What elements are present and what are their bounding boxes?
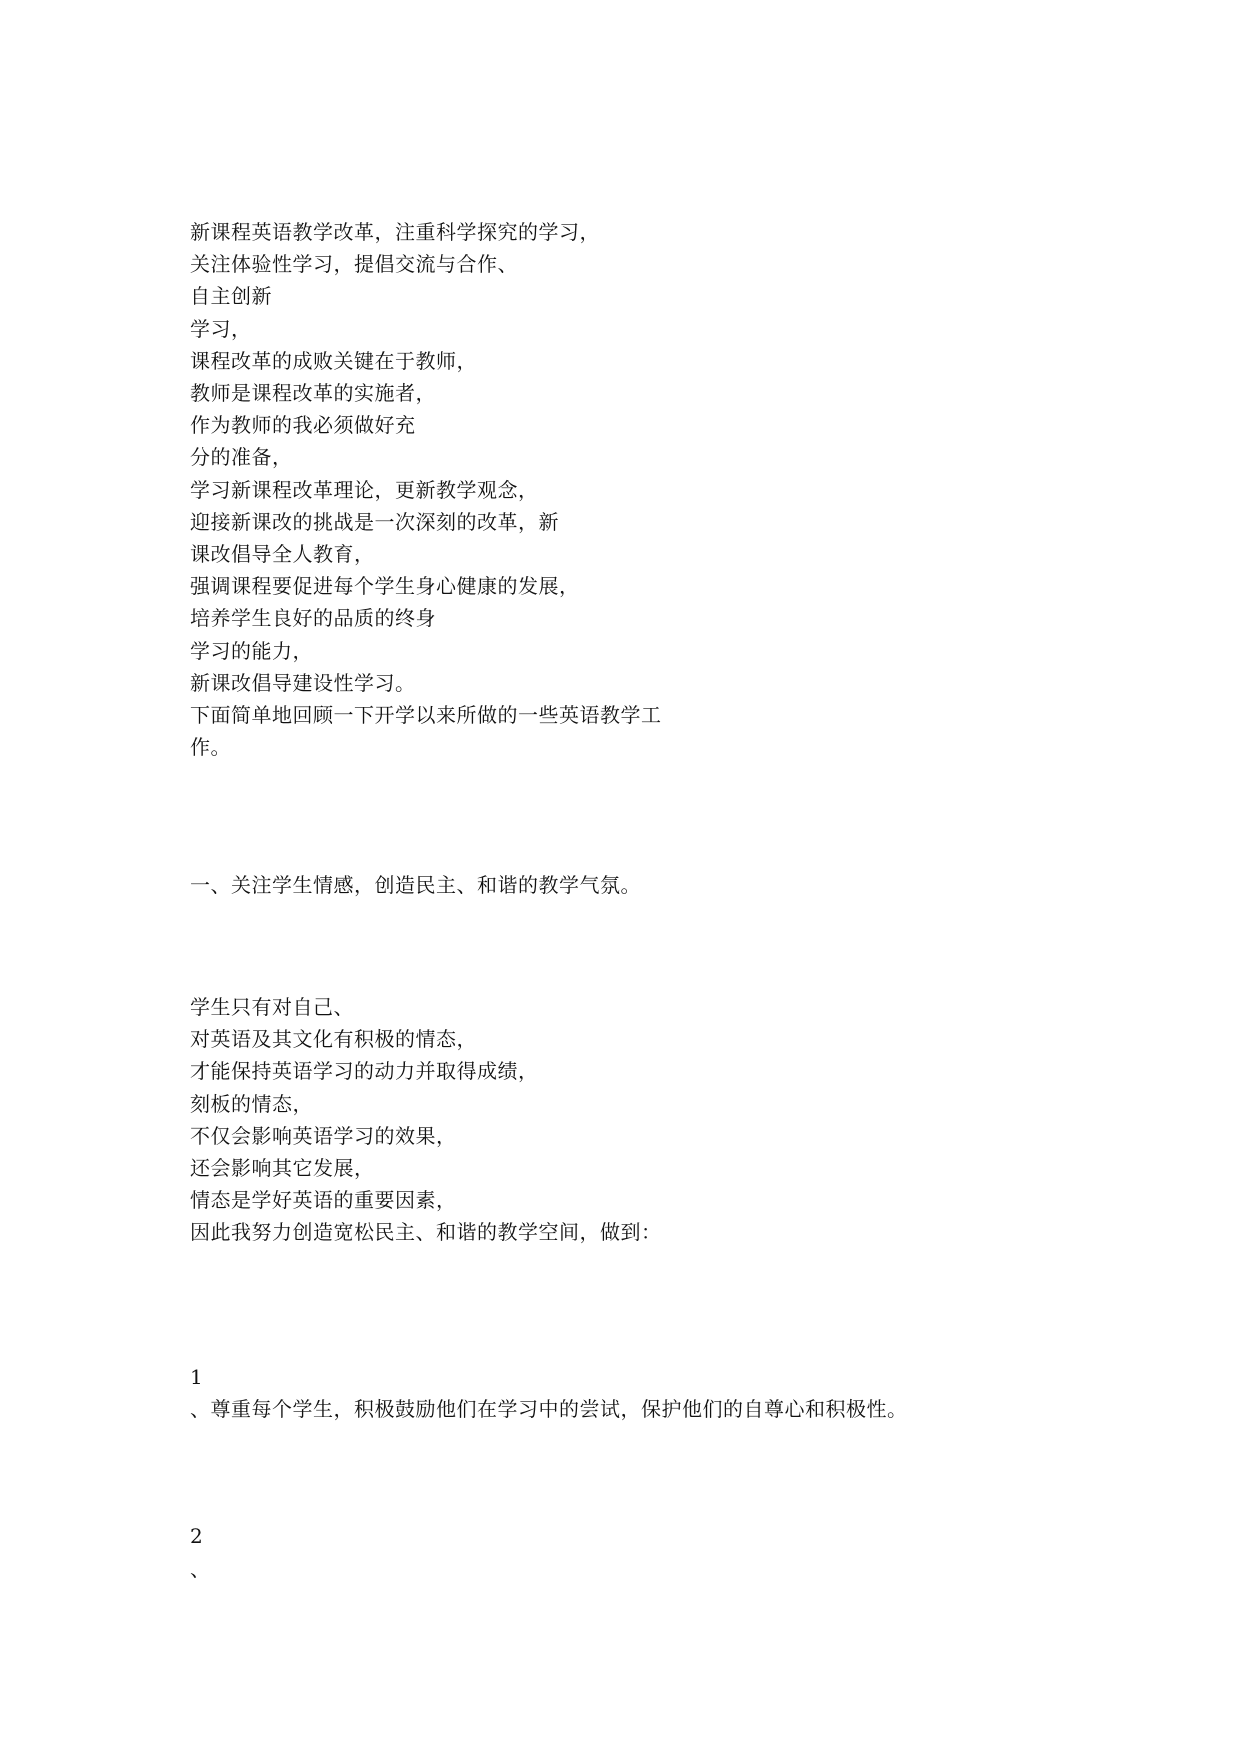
paragraph-line: 新课程英语教学改革，注重科学探究的学习， xyxy=(190,220,600,244)
paragraph-line: 刻板的情态， xyxy=(190,1091,313,1116)
paragraph-line: 课改倡导全人教育， xyxy=(190,542,375,567)
paragraph-line: 自主创新 xyxy=(190,284,272,309)
section-paragraph xyxy=(190,991,662,1249)
paragraph-line: 学习的能力， xyxy=(190,638,313,663)
paragraph-line: 学生只有对自己、 xyxy=(190,995,354,1019)
paragraph-line: 不仅会影响英语学习的效果， xyxy=(190,1123,457,1148)
paragraph-line: 教师是课程改革的实施者， xyxy=(190,381,436,406)
paragraph-line: 情态是学好英语的重要因素， xyxy=(190,1188,457,1213)
paragraph-line: 才能保持英语学习的动力并取得成绩， xyxy=(190,1059,539,1084)
paragraph-line: 课程改革的成败关键在于教师， xyxy=(190,348,477,373)
paragraph-line: 关注体验性学习，提倡交流与合作、 xyxy=(190,252,518,277)
paragraph-line: 下面简单地回顾一下开学以来所做的一些英语教学工 xyxy=(190,703,662,728)
list-item-text: 、尊重每个学生，积极鼓励他们在学习中的尝试，保护他们的自尊心和积极性。 xyxy=(190,1397,908,1421)
paragraph-line: 学习新课程改革理论，更新教学观念， xyxy=(190,477,539,502)
list-item xyxy=(190,1393,908,1425)
paragraph-line: 分的准备， xyxy=(190,445,293,470)
paragraph-line: 还会影响其它发展， xyxy=(190,1156,375,1181)
paragraph-line: 强调课程要促进每个学生身心健康的发展， xyxy=(190,574,580,599)
intro-paragraph xyxy=(190,216,662,763)
paragraph-line: 作。 xyxy=(190,735,231,760)
paragraph-line: 因此我努力创造宽松民主、和谐的教学空间，做到： xyxy=(190,1220,662,1245)
list-item-text: 、 xyxy=(190,1557,211,1581)
paragraph-line: 新课改倡导建设性学习。 xyxy=(190,670,416,695)
paragraph-line: 对英语及其文化有积极的情态， xyxy=(190,1027,477,1052)
paragraph-line: 作为教师的我必须做好充 xyxy=(190,413,416,438)
list-item-number-text: 1 xyxy=(190,1365,204,1389)
paragraph-line: 迎接新课改的挑战是一次深刻的改革，新 xyxy=(190,509,559,534)
list-item-number xyxy=(190,1361,203,1393)
list-item xyxy=(190,1553,211,1585)
section-heading xyxy=(190,869,641,901)
paragraph-line: 学习， xyxy=(190,316,252,341)
list-item-number xyxy=(190,1520,203,1552)
paragraph-line: 培养学生良好的品质的终身 xyxy=(190,606,436,631)
section-heading-text: 一、关注学生情感，创造民主、和谐的教学气氛。 xyxy=(190,873,641,897)
list-item-number-text: 2 xyxy=(190,1524,204,1548)
